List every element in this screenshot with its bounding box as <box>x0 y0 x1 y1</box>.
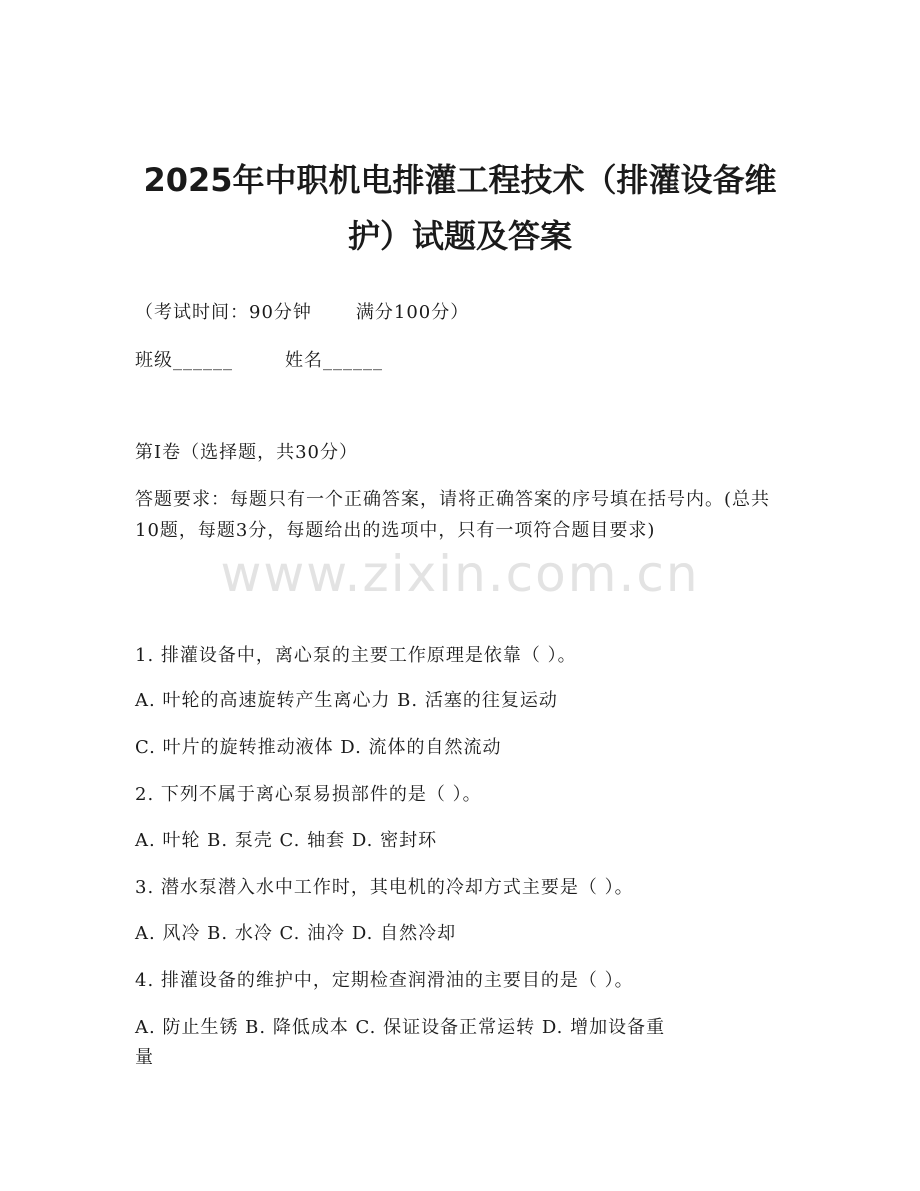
question-3-options: A. 风冷 B. 水冷 C. 油冷 D. 自然冷却 <box>135 923 457 944</box>
question-4-stem: 4. 排灌设备的维护中，定期检查润滑油的主要目的是（ ）。 <box>135 970 634 991</box>
question-4-options: A. 防止生锈 B. 降低成本 C. 保证设备正常运转 D. 增加设备重 <box>135 1017 666 1038</box>
exam-time: （考试时间：90分钟 <box>135 302 312 323</box>
name-field: 姓名______ <box>285 350 383 371</box>
question-2-options: A. 叶轮 B. 泵壳 C. 轴套 D. 密封环 <box>135 830 438 851</box>
student-info-row <box>135 346 383 376</box>
exam-time-row <box>135 298 469 328</box>
question-4-options-wrap: 量 <box>135 1047 154 1068</box>
document-title <box>100 152 820 264</box>
question-2-stem: 2. 下列不属于离心泵易损部件的是（ ）。 <box>135 784 482 805</box>
title-line-2: 护）试题及答案 <box>347 217 572 255</box>
question-1-options-cd: C. 叶片的旋转推动液体 D. 流体的自然流动 <box>135 737 502 758</box>
question-1-options-ab: A. 叶轮的高速旋转产生离心力 B. 活塞的往复运动 <box>135 690 558 711</box>
watermark: www.zixin.com.cn <box>220 545 700 603</box>
answer-instructions: 答题要求：每题只有一个正确答案，请将正确答案的序号填在括号内。(总共10题，每题3分，每题给出的选项中，只有一项符合题目要求) <box>135 489 771 541</box>
question-1-stem: 1. 排灌设备中，离心泵的主要工作原理是依靠（ ）。 <box>135 645 577 666</box>
section-title: 第I卷（选择题，共30分） <box>135 442 359 463</box>
full-score: 满分100分） <box>355 302 470 323</box>
question-3-stem: 3. 潜水泵潜入水中工作时，其电机的冷却方式主要是（ ）。 <box>135 877 634 898</box>
title-line-1: 2025年中职机电排灌工程技术（排灌设备维 <box>143 161 777 199</box>
class-field: 班级______ <box>135 350 233 371</box>
